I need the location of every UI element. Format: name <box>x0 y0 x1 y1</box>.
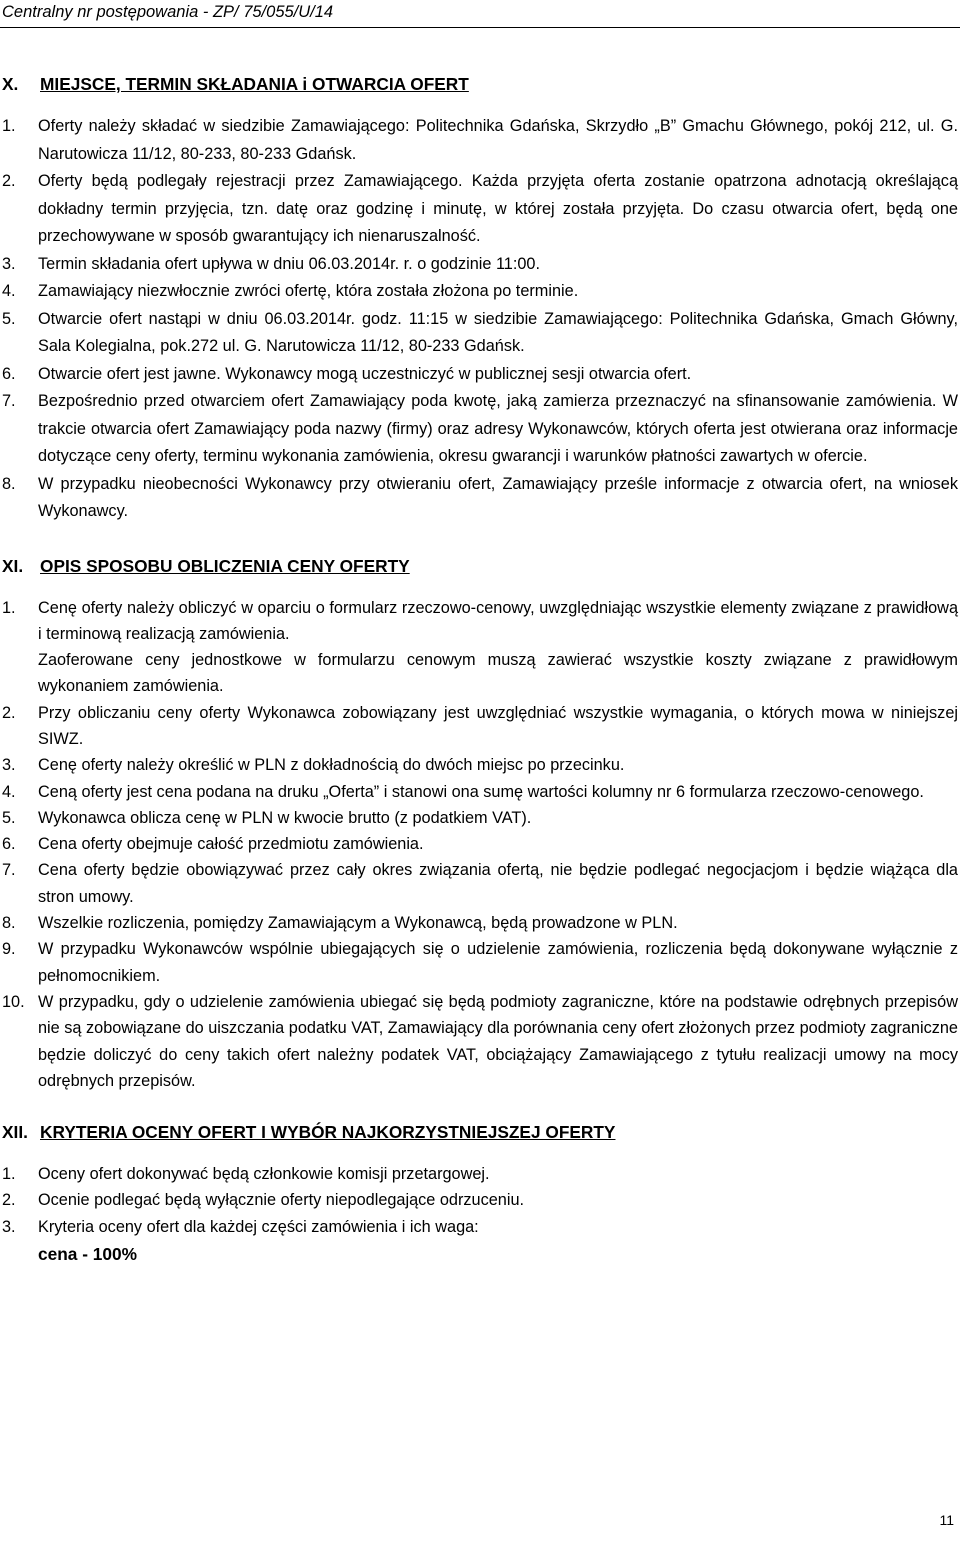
paragraph: Oferty będą podlegały rejestracji przez Zamawiającego. Każda przyjęta oferta zostanie opatrzona adnotacją określającą dokładny termin przyjęcia, tzn. datę oraz godzinę i minutę, w której została przyjęta. Do czasu otwarcia ofert, będą one przechowywane w sposób gwarantujący ich nienaruszalność. <box>38 172 958 245</box>
list-item-number: 9. <box>2 940 16 959</box>
section-list <box>0 113 958 526</box>
document-body <box>0 72 958 1268</box>
section-list <box>0 595 958 1095</box>
page-number: 11 <box>939 1512 954 1528</box>
paragraph: Oferty należy składać w siedzibie Zamawiającego: Politechnika Gdańska, Skrzydło „B” Gmachu Głównego, pokój 212, ul. G. Narutowicza 11/12, 80-233, 80-233 Gdańsk. <box>38 117 958 163</box>
list-item-text <box>38 361 958 389</box>
paragraph: Zamawiający niezwłocznie zwróci ofertę, która została złożona po terminie. <box>38 282 579 300</box>
list-item-text <box>38 388 958 471</box>
paragraph: Otwarcie ofert jest jawne. Wykonawcy mogą uczestniczyć w publicznej sesji otwarcia ofert. <box>38 364 692 383</box>
list-item-text <box>38 251 958 279</box>
list-item <box>0 471 958 526</box>
list-item <box>0 910 958 936</box>
list-item-number: 5. <box>2 808 16 827</box>
section-heading <box>0 72 958 96</box>
paragraph: Zaoferowane ceny jednostkowe w formularzu cenowym muszą zawierać wszystkie koszty związane z prawidłowym wykonaniem zamówienia. <box>38 651 958 696</box>
paragraph: Cena oferty obejmuje całość przedmiotu zamówienia. <box>38 835 424 854</box>
list-item <box>0 251 958 279</box>
list-item-number: 5. <box>2 309 16 328</box>
list-item-number: 7. <box>2 861 16 880</box>
list-item-text <box>38 752 958 778</box>
list-item <box>0 1214 958 1240</box>
list-item-number: 10. <box>2 992 25 1011</box>
list-item-number: 6. <box>2 364 16 383</box>
list-item-text <box>38 831 958 857</box>
list-item-text <box>38 278 958 306</box>
header-rule <box>0 27 960 28</box>
list-item-number: 2. <box>2 1191 16 1210</box>
paragraph: Cena oferty będzie obowiązywać przez cały okres związania ofertą, nie będzie podlegać negocjacjom i będzie wiążąca dla stron umowy. <box>38 861 958 906</box>
paragraph: W przypadku Wykonawców wspólnie ubiegających się o udzielenie zamówienia, rozliczenia będą dokonywane wyłącznie z pełnomocnikiem. <box>38 940 958 985</box>
paragraph: Oceny ofert dokonywać będą członkowie komisji przetargowej. <box>38 1165 490 1184</box>
list-item-text <box>38 471 958 526</box>
list-item <box>0 779 958 805</box>
list-item <box>0 989 958 1094</box>
list-item-text <box>38 857 958 910</box>
section-number: XI. <box>2 555 24 576</box>
list-item-number: 3. <box>2 1217 16 1236</box>
section-heading <box>0 554 958 578</box>
list-item-text <box>38 168 958 251</box>
paragraph: Wszelkie rozliczenia, pomiędzy Zamawiającym a Wykonawcą, będą prowadzone w PLN. <box>38 914 678 933</box>
section-number: X. <box>2 74 19 94</box>
list-item <box>0 306 958 361</box>
paragraph: Ceną oferty jest cena podana na druku „Oferta” i stanowi ona sumę wartości kolumny nr 6 formularza rzeczowo-cenowego. <box>38 782 924 801</box>
list-item-number: 4. <box>2 282 16 300</box>
paragraph: W przypadku, gdy o udzielenie zamówienia ubiegać się będą podmioty zagraniczne, które na podstawie odrębnych przepisów nie są zobowiązane do uiszczania podatku VAT, Zamawiający dla porównania ceny ofert złożonych przez podmioty zagraniczne będzie doliczyć do ceny takich ofert należny podatek VAT, obciążający Zamawiającego z tytułu realizacji umowy na mocy odrębnych przepisów. <box>38 992 958 1090</box>
list-item-number: 7. <box>2 392 16 410</box>
list-item <box>0 805 958 831</box>
list-item-text <box>38 910 958 936</box>
section-heading <box>0 1120 958 1144</box>
paragraph: W przypadku nieobecności Wykonawcy przy otwieraniu ofert, Zamawiający prześle informacje z otwarcia ofert, na wniosek Wykonawcy. <box>38 474 958 520</box>
list-item-text <box>38 936 958 989</box>
list-item <box>0 113 958 168</box>
list-item-text <box>38 989 958 1094</box>
list-item-text <box>38 595 958 700</box>
list-item-number: 8. <box>2 914 16 933</box>
list-item <box>0 700 958 753</box>
section-title: MIEJSCE, TERMIN SKŁADANIA i OTWARCIA OFERT <box>40 74 469 94</box>
list-item <box>0 595 958 700</box>
list-item <box>0 1187 958 1213</box>
list-item <box>0 936 958 989</box>
criterion-weight: cena - 100% <box>38 1244 137 1265</box>
section-xii <box>0 1120 958 1268</box>
list-item <box>0 1161 958 1187</box>
list-item <box>0 168 958 251</box>
section-x <box>0 72 958 526</box>
list-item <box>0 857 958 910</box>
paragraph: Wykonawca oblicza cenę w PLN w kwocie brutto (z podatkiem VAT). <box>38 808 532 827</box>
list-item <box>0 361 958 389</box>
list-item-number: 4. <box>2 782 16 801</box>
list-item-number: 1. <box>2 598 16 617</box>
paragraph: Otwarcie ofert nastąpi w dniu 06.03.2014r. godz. 11:15 w siedzibie Zamawiającego: Politechnika Gdańska, Gmach Główny, Sala Kolegialna, pok.272 ul. G. Narutowicza 11/12, 80-233 Gdańsk. <box>38 309 958 355</box>
list-item-text <box>38 1214 958 1240</box>
list-item-text <box>38 779 958 805</box>
paragraph: Cenę oferty należy obliczyć w oparciu o formularz rzeczowo-cenowy, uwzględniając wszystkie elementy związane z prawidłową i terminową realizacją zamówienia. <box>38 598 958 643</box>
list-item-number: 2. <box>2 172 16 190</box>
section-list <box>0 1161 958 1240</box>
section-xi <box>0 554 958 1095</box>
list-item-number: 2. <box>2 703 16 722</box>
list-item-number: 1. <box>2 1165 16 1184</box>
list-item-number: 8. <box>2 474 16 493</box>
section-title: OPIS SPOSOBU OBLICZENIA CENY OFERTY <box>40 555 410 576</box>
list-item <box>0 831 958 857</box>
list-item-text <box>38 1161 958 1187</box>
list-item-text <box>38 113 958 168</box>
paragraph: Bezpośrednio przed otwarciem ofert Zamawiający poda kwotę, jaką zamierza przeznaczyć na sfinansowanie zamówienia. W trakcie otwarcia ofert Zamawiający poda nazwy (firmy) oraz adresy Wykonawców, których oferta jest otwierana oraz informacje dotyczące ceny oferty, terminu wykonania zamówienia, okresu gwarancji i warunków płatności zawartych w ofercie. <box>38 392 958 465</box>
list-item-text <box>38 805 958 831</box>
list-item-text <box>38 700 958 753</box>
paragraph: Kryteria oceny ofert dla każdej części zamówienia i ich waga: <box>38 1217 479 1236</box>
list-item <box>0 388 958 471</box>
section-title: KRYTERIA OCENY OFERT I WYBÓR NAJKORZYSTNIEJSZEJ OFERTY <box>40 1122 616 1143</box>
list-item <box>0 752 958 778</box>
list-item-text <box>38 1187 958 1213</box>
paragraph: Termin składania ofert upływa w dniu 06.03.2014r. r. o godzinie 11:00. <box>38 254 541 273</box>
list-item-number: 3. <box>2 756 16 775</box>
section-number: XII. <box>2 1122 28 1143</box>
paragraph: Ocenie podlegać będą wyłącznie oferty niepodlegające odrzuceniu. <box>38 1191 525 1210</box>
page-header: Centralny nr postępowania - ZP/ 75/055/U/14 <box>2 3 334 21</box>
list-item-number: 3. <box>2 254 16 273</box>
paragraph: Przy obliczaniu ceny oferty Wykonawca zobowiązany jest uwzględniać wszystkie wymagania, o których mowa w niniejszej SIWZ. <box>38 703 958 748</box>
paragraph: Cenę oferty należy określić w PLN z dokładnością do dwóch miejsc po przecinku. <box>38 756 625 775</box>
list-item-text <box>38 306 958 361</box>
list-item-number: 6. <box>2 835 16 854</box>
list-item-number: 1. <box>2 117 16 135</box>
list-item <box>0 278 958 306</box>
